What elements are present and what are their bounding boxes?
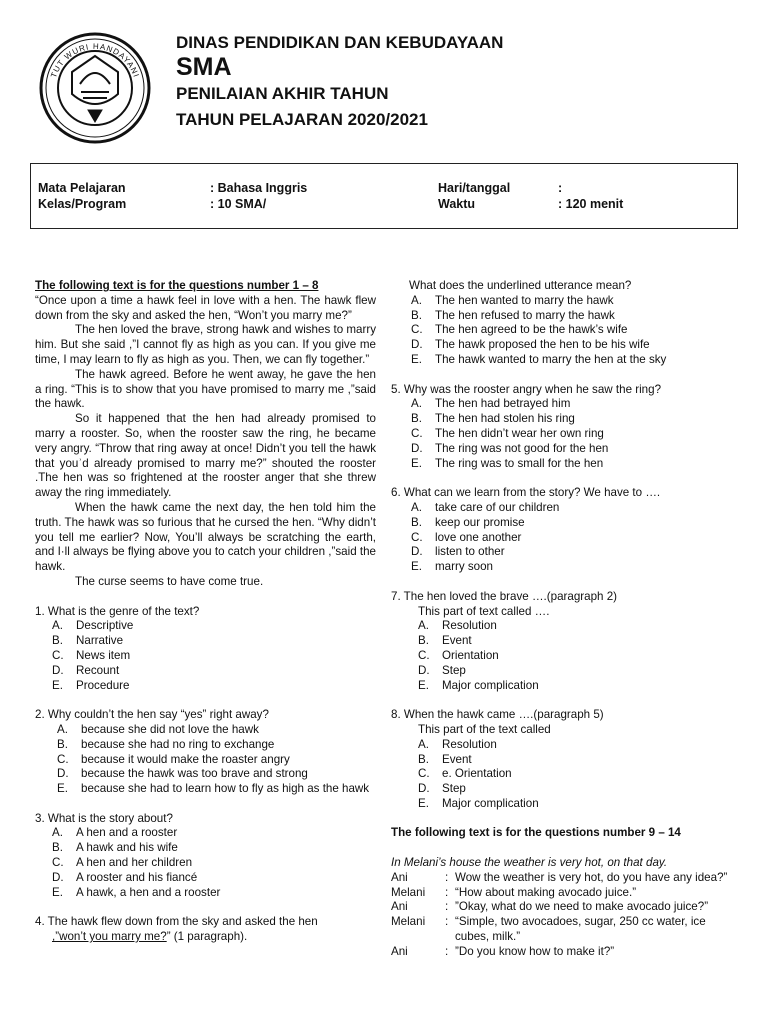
q1-option-d: D. Recount — [52, 663, 120, 677]
dialog-line-3: Ani : ”Okay, what do we need to make avocado juice?” — [391, 900, 709, 914]
subject-label: Mata Pelajaran — [38, 181, 126, 195]
q4-option-a: A. The hen wanted to marry the hawk — [411, 293, 614, 307]
question-5: 5. Why was the rooster angry when he saw the ring? — [391, 382, 662, 396]
section-intro-2: The following text is for the questions number 9 – 14 — [391, 826, 681, 840]
story-paragraph-1: “Once upon a time a hawk feel in love with a hen. The hawk flew down from the sky and asked the hen, “Won’t you marry me?” — [35, 293, 376, 322]
question-8-sub: This part of the text called — [418, 722, 551, 736]
q8-option-b: B. Event — [418, 752, 472, 766]
q5-option-a: A. The hen had betrayed him — [411, 397, 571, 411]
class-label: Kelas/Program — [38, 197, 127, 211]
q3-option-d: D. A rooster and his fiancé — [52, 870, 198, 884]
story-paragraph-6: The curse seems to have come true. — [75, 574, 264, 588]
right-column — [391, 279, 736, 960]
q8-option-c: C. e. Orientation — [418, 767, 512, 781]
q8-option-e: E. Major complication — [418, 796, 539, 810]
story-paragraph-5: When the hawk came the next day, the hen told him the truth. The hawk was so furious that he cursed the hen. “Why didn’t you tell me earlier? Now, You’ll always be scratching the earth, and I·ll always be flying above you to catch your children ,”said the hawk. — [35, 500, 376, 574]
dialog-line-5: Ani : ”Do you know how to make it?” — [391, 944, 615, 958]
q3-option-e: E. A hawk, a hen and a rooster — [52, 885, 221, 899]
q5-option-e: E. The ring was to small for the hen — [411, 456, 604, 470]
day-label: Hari/tanggal — [438, 181, 511, 195]
q1-option-e: E. Procedure — [52, 678, 130, 692]
q1-option-a: A. Descriptive — [52, 619, 134, 633]
q4-stem: What does the underlined utterance mean? — [409, 279, 632, 292]
time-label: Waktu — [438, 197, 476, 211]
day-value: : — [558, 181, 563, 195]
q7-option-e: E. Major complication — [418, 678, 539, 692]
question-7-sub: This part of text called …. — [418, 604, 550, 618]
q3-option-a: A. A hen and a rooster — [52, 826, 178, 840]
q7-option-c: C. Orientation — [418, 648, 499, 662]
q6-option-c: C. love one another — [411, 530, 522, 544]
q5-option-c: C. The hen didn’t wear her own ring — [411, 426, 604, 440]
q2-option-d: D. because the hawk was too brave and strong — [57, 767, 308, 781]
q4-option-d: D. The hawk proposed the hen to be his wife — [411, 338, 650, 352]
time-value: : 120 menit — [558, 197, 624, 211]
q2-option-e: E. because she had to learn how to fly as high as the hawk — [57, 782, 370, 796]
q7-option-b: B. Event — [418, 634, 472, 648]
header-school-year: TAHUN PELAJARAN 2020/2021 — [176, 110, 428, 129]
q7-option-a: A. Resolution — [418, 619, 497, 633]
exam-info-box — [30, 163, 738, 229]
underlined-utterance: ,”won’t you marry me? — [52, 930, 167, 944]
question-8: 8. When the hawk came ….(paragraph 5) — [391, 708, 604, 722]
school-emblem — [36, 32, 154, 144]
q5-option-d: D. The ring was not good for the hen — [411, 441, 609, 455]
question-7: 7. The hen loved the brave ….(paragraph 2) — [391, 589, 618, 603]
q6-option-a: A. take care of our children — [411, 500, 560, 514]
header-exam-title: PENILAIAN AKHIR TAHUN — [176, 84, 389, 103]
q5-option-b: B. The hen had stolen his ring — [411, 412, 575, 426]
dialog-line-4: Melani : “Simple, two avocadoes, sugar, 250 cc water, ice cubes, milk.” — [391, 915, 706, 944]
q7-option-d: D. Step — [418, 663, 466, 677]
q3-option-c: C. A hen and her children — [52, 856, 193, 870]
question-3: 3. What is the story about? — [35, 811, 173, 825]
q3-option-b: B. A hawk and his wife — [52, 841, 178, 855]
header-school: SMA — [176, 53, 232, 81]
q8-option-a: A. Resolution — [418, 737, 497, 751]
q6-option-e: E. marry soon — [411, 560, 493, 574]
question-6: 6. What can we learn from the story? We have to …. — [391, 486, 661, 500]
question-2: 2. Why couldn’t the hen say “yes” right away? — [35, 708, 269, 722]
question-4: 4. The hawk flew down from the sky and asked the hen ,”won’t you marry me?” (1 paragraph). — [35, 915, 318, 944]
q2-option-a: A. because she did not love the hawk — [57, 722, 259, 736]
q2-option-b: B. because she had no ring to exchange — [57, 737, 275, 751]
q2-option-c: C. because it would make the roaster angry — [57, 752, 290, 766]
dialog-scene: In Melani’s house the weather is very hot, on that day. — [391, 856, 668, 870]
story-paragraph-2: The hen loved the brave, strong hawk and wishes to marry him. But she said ,”I cannot fly as high as you can. If you give me time, I may learn to fly as high as you. Then, we can fly together.” — [35, 323, 376, 366]
q6-option-d: D. listen to other — [411, 545, 505, 559]
q4-option-e: E. The hawk wanted to marry the hen at the sky — [411, 352, 667, 366]
story-paragraph-3: The hawk agreed. Before he went away, he gave the hen a ring. “This is to show that you have promised to marry me ,”said the hawk. — [35, 367, 376, 411]
q1-option-c: C. News item — [52, 648, 131, 662]
question-1: 1. What is the genre of the text? — [35, 604, 200, 618]
dialog-line-2: Melani : “How about making avocado juice.” — [391, 885, 637, 899]
header-department: DINAS PENDIDIKAN DAN KEBUDAYAAN — [176, 33, 504, 52]
q4-option-b: B. The hen refused to marry the hawk — [411, 308, 615, 322]
class-value: : 10 SMA/ — [210, 197, 267, 211]
q4-option-c: C. The hen agreed to be the hawk’s wife — [411, 323, 628, 337]
emblem-motto: TUT WURI HANDAYANI — [49, 41, 141, 79]
subject-value: : Bahasa Inggris — [210, 181, 308, 195]
dialog-line-1: Ani : Wow the weather is very hot, do you have any idea?” — [391, 870, 728, 884]
q8-option-d: D. Step — [418, 782, 466, 796]
q1-option-b: B. Narrative — [52, 634, 124, 648]
story-paragraph-4: So it happened that the hen had already promised to marry a rooster. So, when the rooster saw the ring, he became very angry. “Throw that ring away at once! Didn’t you tell the hawk that youʾd already promised to marry me?” shouted the rooster .The hen was so frightened at the rooster anger that she threw away the ring immediately. — [35, 412, 376, 500]
section-intro-1: The following text is for the questions number 1 – 8 — [35, 279, 319, 292]
left-column — [35, 279, 376, 945]
q6-option-b: B. keep our promise — [411, 515, 525, 529]
